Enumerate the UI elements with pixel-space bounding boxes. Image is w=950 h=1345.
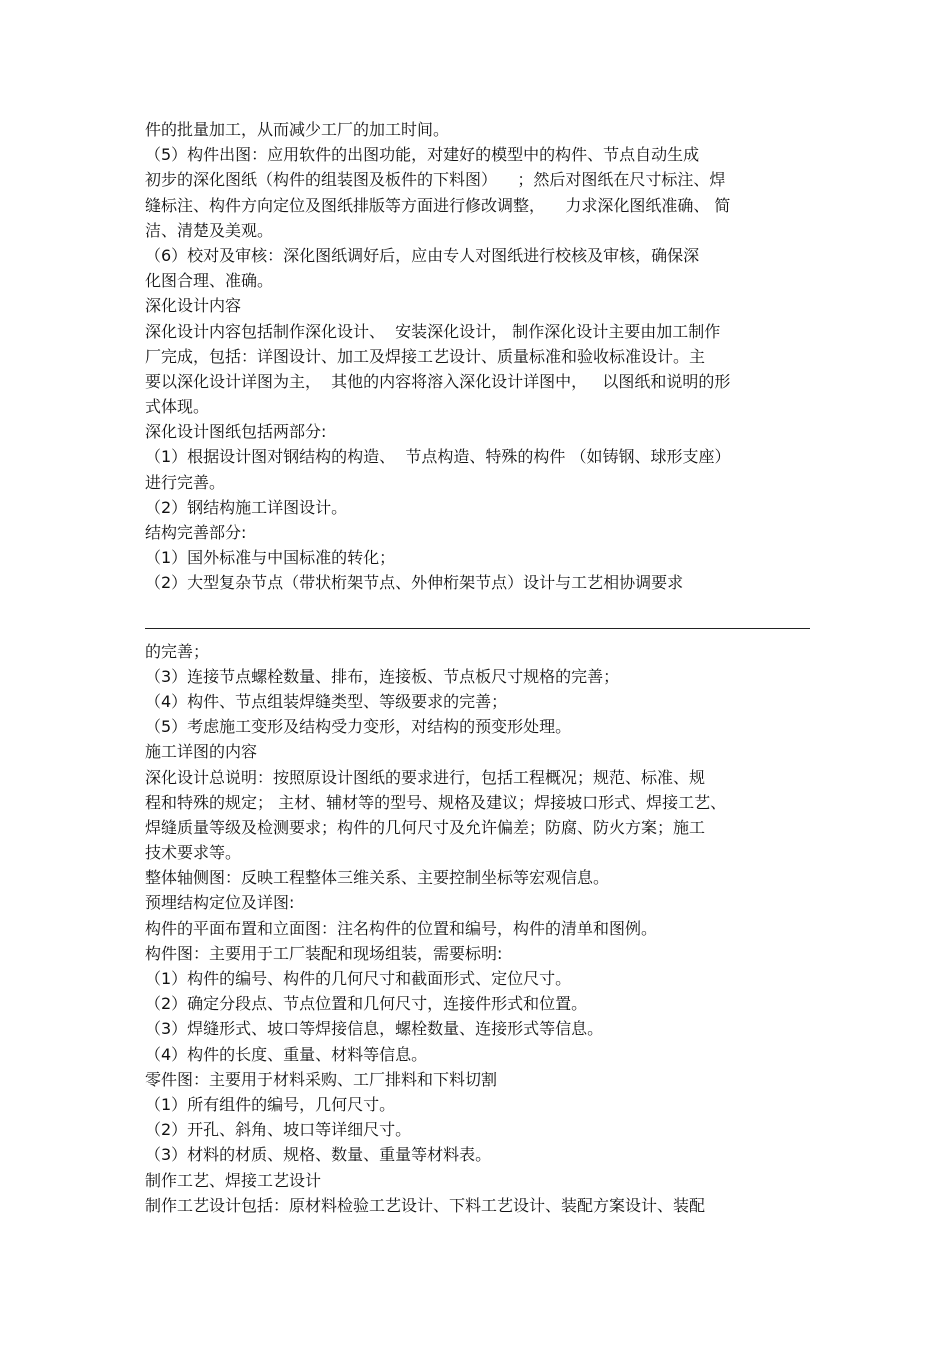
text-line: 技术要求等。 [145,843,242,863]
text-line: 初步的深化图纸（构件的组装图及板件的下料图） ；然后对图纸在尺寸标注、焊 [145,170,726,190]
text-line: 化图合理、准确。 [145,271,274,291]
section-heading: 施工详图的内容 [145,742,258,762]
text-line: 构件的平面布置和立面图：注名构件的位置和编号，构件的清单和图例。 [145,918,658,938]
text-line: 要以深化设计详图为主， 其他的内容将溶入深化设计详图中， 以图纸和说明的形 [145,371,731,391]
text-line: 焊缝质量等级及检测要求；构件的几何尺寸及允许偏差；防腐、防火方案；施工 [145,817,706,837]
text-line: 程和特殊的规定； 主材、辅材等的型号、规格及建议；焊接坡口形式、焊接工艺、 [145,792,727,812]
text-line: （6）校对及审核：深化图纸调好后，应由专人对图纸进行校核及审核，确保深 [145,245,700,265]
page-break-rule [145,628,810,629]
text-line: 整体轴侧图：反映工程整体三维关系、主要控制坐标等宏观信息。 [145,868,610,888]
text-block-before-rule [145,117,810,596]
text-line: 预埋结构定位及详图: [145,893,295,913]
text-line: （3）材料的材质、规格、数量、重量等材料表。 [145,1145,492,1165]
text-line: （1）国外标准与中国标准的转化； [145,548,396,568]
text-line: 的完善； [145,641,210,661]
text-line: 缝标注、构件方向定位及图纸排版等方面进行修改调整， 力求深化图纸准确、 简 [145,195,731,215]
text-line: （2）钢结构施工详图设计。 [145,497,348,517]
text-line: 厂完成，包括：详图设计、加工及焊接工艺设计、质量标准和验收标准设计。主 [145,346,706,366]
text-line: 件的批量加工，从而减少工厂的加工时间。 [145,120,450,139]
text-line: （2）大型复杂节点（带状桁架节点、外伸桁架节点）设计与工艺相协调要求 [145,573,684,593]
text-line: （1）构件的编号、构件的几何尺寸和截面形式、定位尺寸。 [145,969,572,988]
text-line: 深化设计图纸包括两部分: [145,422,327,442]
text-line: （1）所有组件的编号，几何尺寸。 [145,1094,396,1114]
text-line: （3）焊缝形式、坡口等焊接信息，螺栓数量、连接形式等信息。 [145,1019,604,1039]
section-heading: 深化设计内容 [145,296,242,316]
text-line: （4）构件、节点组装焊缝类型、等级要求的完善； [145,691,508,711]
text-line: 式体现。 [145,397,210,417]
document-page [145,117,810,1218]
text-line: （1）根据设计图对钢结构的构造、 节点构造、特殊的构件 （如铸钢、球形支座） [145,447,731,467]
section-heading: 制作工艺、焊接工艺设计 [145,1170,322,1190]
text-line: 构件图：主要用于工厂装配和现场组装，需要标明: [145,943,503,963]
text-line: 制作工艺设计包括：原材料检验工艺设计、下料工艺设计、装配方案设计、装配 [145,1195,706,1215]
text-line: 零件图：主要用于材料采购、工厂排料和下料切割 [145,1069,498,1089]
text-line: （2）开孔、斜角、坡口等详细尺寸。 [145,1120,412,1140]
text-line: 洁、清楚及美观。 [145,220,274,240]
text-line: （5）构件出图：应用软件的出图功能，对建好的模型中的构件、节点自动生成 [145,145,700,165]
text-line: 深化设计内容包括制作深化设计、 安装深化设计， 制作深化设计主要由加工制作 [145,321,721,341]
text-line: （3）连接节点螺栓数量、排布，连接板、节点板尺寸规格的完善； [145,666,620,686]
text-block-after-rule [145,639,810,1218]
text-line: 深化设计总说明：按照原设计图纸的要求进行，包括工程概况；规范、标准、规 [145,767,706,787]
text-line: （2）确定分段点、节点位置和几何尺寸，连接件形式和位置。 [145,994,588,1014]
text-line: 结构完善部分: [145,523,247,542]
text-line: （4）构件的长度、重量、材料等信息。 [145,1044,428,1064]
text-line: （5）考虑施工变形及结构受力变形，对结构的预变形处理。 [145,717,572,737]
text-line: 进行完善。 [145,472,226,492]
